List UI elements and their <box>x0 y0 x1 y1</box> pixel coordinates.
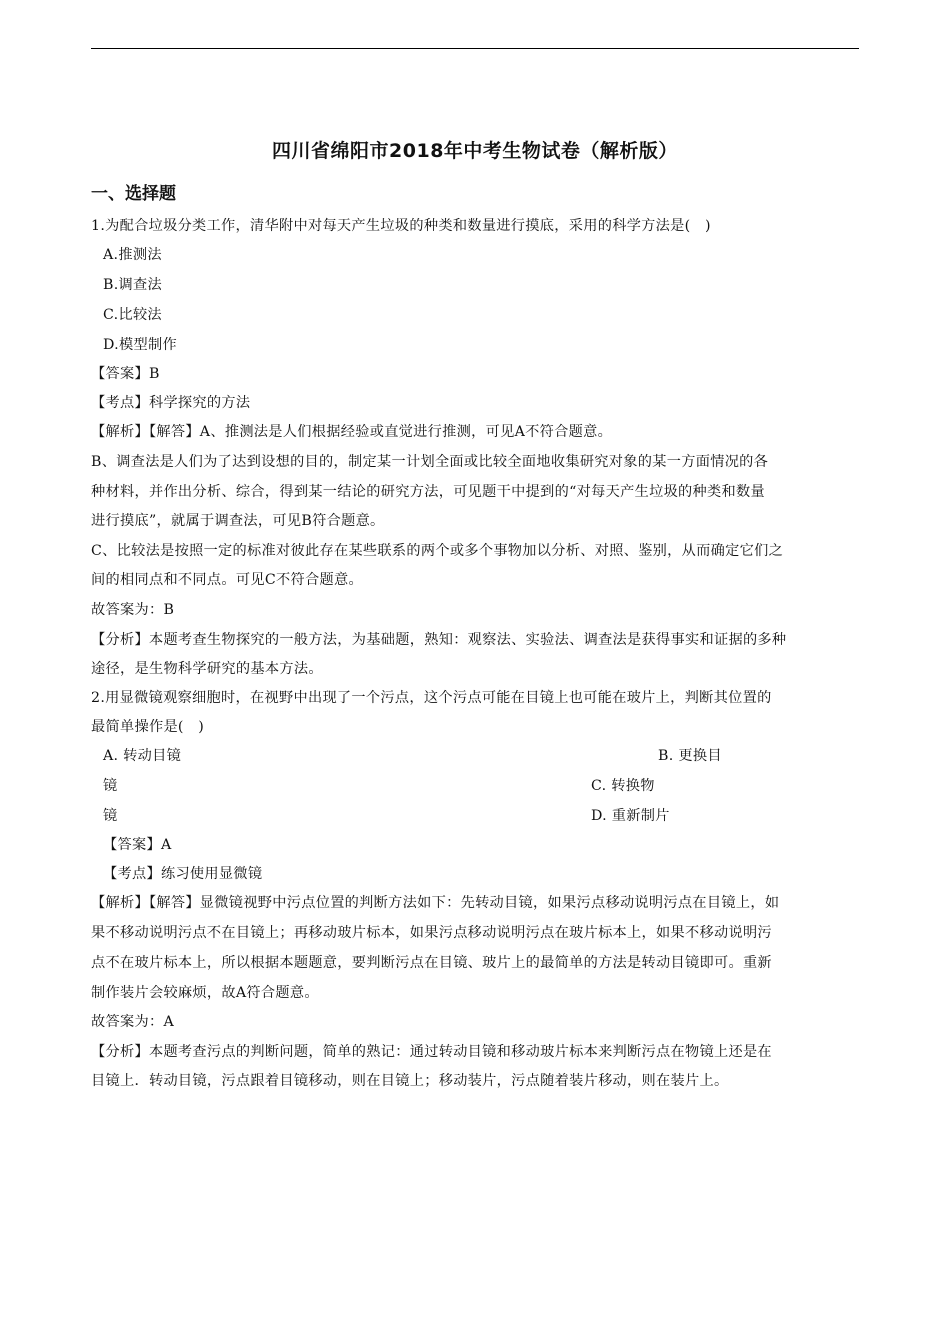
q2-point: 【考点】练习使用显微镜 <box>103 866 263 882</box>
q1-analysis-line: 【解析】【解答】A、推测法是人们根据经验或直觉进行推测，可见A不符合题意。 <box>91 424 613 440</box>
q2-analysis-line: 【分析】本题考查污点的判断问题，简单的熟记：通过转动目镜和移动玻片标本来判断污点在物镜上还是在 <box>91 1044 772 1060</box>
page-title: 四川省绵阳市2018年中考生物试卷（解析版） <box>272 140 678 162</box>
q1-option-a: A.推测法 <box>103 247 162 263</box>
q1-stem: 1.为配合垃圾分类工作，清华附中对每天产生垃圾的种类和数量进行摸底，采用的科学方法是( ) <box>91 218 711 234</box>
q1-analysis-line: 【分析】本题考查生物探究的一般方法，为基础题，熟知：观察法、实验法、调查法是获得事实和证据的多种 <box>91 632 787 648</box>
q1-option-d: D.模型制作 <box>103 337 177 353</box>
q2-analysis-line: 点不在玻片标本上，所以根据本题题意，要判断污点在目镜、玻片上的最简单的方法是转动目镜即可。重新 <box>91 955 772 971</box>
section-heading: 一、选择题 <box>91 184 176 204</box>
q2-option-a: A. 转动目镜 <box>103 748 182 764</box>
q2-analysis-line: 【解析】【解答】显微镜视野中污点位置的判断方法如下：先转动目镜，如果污点移动说明污点在目镜上，如 <box>91 895 780 911</box>
q2-answer: 【答案】A <box>103 837 172 853</box>
q2-option-c: C. 转换物 <box>591 778 655 794</box>
q2-option-c-continued: 镜 <box>103 808 118 824</box>
q2-stem-line: 最简单操作是( ) <box>91 719 205 735</box>
q1-analysis-line: 间的相同点和不同点。可见C不符合题意。 <box>91 572 363 588</box>
q2-analysis-line: 目镜上．转动目镜，污点跟着目镜移动，则在目镜上；移动装片，污点随着装片移动，则在装片上。 <box>91 1073 729 1089</box>
q2-final-answer: 故答案为：A <box>91 1014 174 1030</box>
header-rule <box>91 48 859 49</box>
q1-answer: 【答案】B <box>91 366 160 382</box>
q2-analysis-line: 果不移动说明污点不在目镜上；再移动玻片标本，如果污点移动说明污点在玻片标本上，如果不移动说明污 <box>91 925 772 941</box>
q1-option-b: B.调查法 <box>103 277 162 293</box>
q1-option-c: C.比较法 <box>103 307 162 323</box>
q1-analysis-line: C、比较法是按照一定的标准对彼此存在某些联系的两个或多个事物加以分析、对照、鉴别，从而确定它们之 <box>91 543 784 559</box>
q2-option-b-continued: 镜 <box>103 778 118 794</box>
q2-analysis-line: 制作装片会较麻烦，故A符合题意。 <box>91 985 319 1001</box>
q2-option-b: B. 更换目 <box>658 748 722 764</box>
q1-final-answer: 故答案为：B <box>91 602 175 618</box>
q1-analysis-line: B、调查法是人们为了达到设想的目的，制定某一计划全面或比较全面地收集研究对象的某一方面情况的各 <box>91 454 769 470</box>
q1-analysis-line: 种材料，并作出分析、综合，得到某一结论的研究方法，可见题干中提到的“对每天产生垃圾的种类和数量 <box>91 484 765 500</box>
q1-analysis-line: 途径，是生物科学研究的基本方法。 <box>91 661 323 677</box>
q1-point: 【考点】科学探究的方法 <box>91 395 251 411</box>
q2-stem-line: 2.用显微镜观察细胞时，在视野中出现了一个污点，这个污点可能在目镜上也可能在玻片上，判断其位置的 <box>91 690 772 706</box>
q1-analysis-line: 进行摸底”，就属于调查法，可见B符合题意。 <box>91 513 385 529</box>
q2-option-d: D. 重新制片 <box>591 808 670 824</box>
